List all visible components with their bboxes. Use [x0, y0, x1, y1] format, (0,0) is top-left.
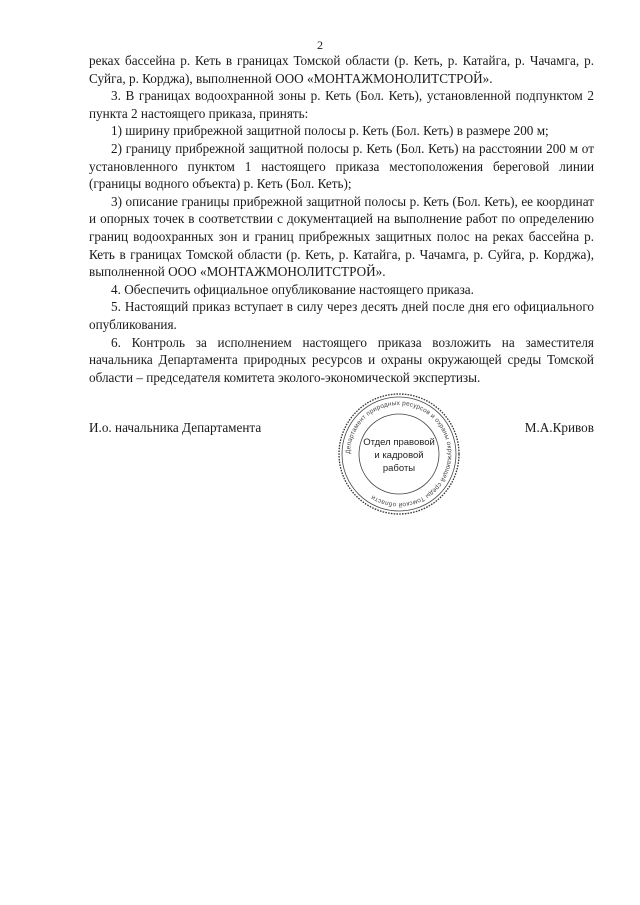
- stamp-line-1: Отдел правовой: [363, 437, 435, 448]
- document-body: [89, 52, 594, 386]
- paragraph-subitem-1: 1) ширину прибрежной защитной полосы р. Кеть (Бол. Кеть) в размере 200 м;: [111, 123, 549, 139]
- official-stamp-icon: [335, 390, 463, 518]
- stamp-line-2: и кадровой: [374, 450, 424, 461]
- page-number: 2: [317, 38, 323, 52]
- paragraph-subitem-3: 3) описание границы прибрежной защитной полосы р. Кеть (Бол. Кеть), ее координат и опорных точек в соответствии с документацией на выполнение работ по определению границ водоохранных зон и границ прибрежных защитных полос на реках бассейна р. Кеть в границах Томской области (р. Кеть, р. Катайга, р. Чачамга, р. Суйга, р. Корджа), выполненной ООО «МОНТАЖМОНОЛИТСТРОЙ».: [89, 193, 594, 280]
- paragraph-item-6: 6. Контроль за исполнением настоящего приказа возложить на заместителя начальника Департамента природных ресурсов и охраны окружающей среды Томской области – председателя комитета эколого-экономической экспертизы.: [89, 334, 594, 385]
- paragraph-item-3: 3. В границах водоохранной зоны р. Кеть (Бол. Кеть), установленной подпунктом 2 пункта 2 настоящего приказа, принять:: [89, 88, 594, 121]
- signatory-position: И.о. начальника Департамента: [89, 420, 262, 435]
- signatory-name: М.А.Кривов: [524, 420, 594, 435]
- stamp-line-3: работы: [382, 463, 416, 474]
- paragraph-continuation: реках бассейна р. Кеть в границах Томской области (р. Кеть, р. Катайга, р. Чачамга, р. Суйга, р. Корджа), выполненной ООО «МОНТАЖМОНОЛИТСТРОЙ».: [89, 53, 594, 86]
- paragraph-item-5: 5. Настоящий приказ вступает в силу через десять дней после дня его официального опубликования.: [89, 299, 594, 332]
- stamp-ring-text: Департамент природных ресурсов и охраны окружающей среды Томской области: [344, 399, 454, 509]
- paragraph-item-4: 4. Обеспечить официальное опубликование настоящего приказа.: [111, 281, 474, 297]
- paragraph-subitem-2: 2) границу прибрежной защитной полосы р. Кеть (Бол. Кеть) на расстоянии 200 м от установленного пунктом 1 настоящего приказа местоположения береговой линии (границы водного объекта) р. Кеть (Бол. Кеть);: [89, 140, 594, 192]
